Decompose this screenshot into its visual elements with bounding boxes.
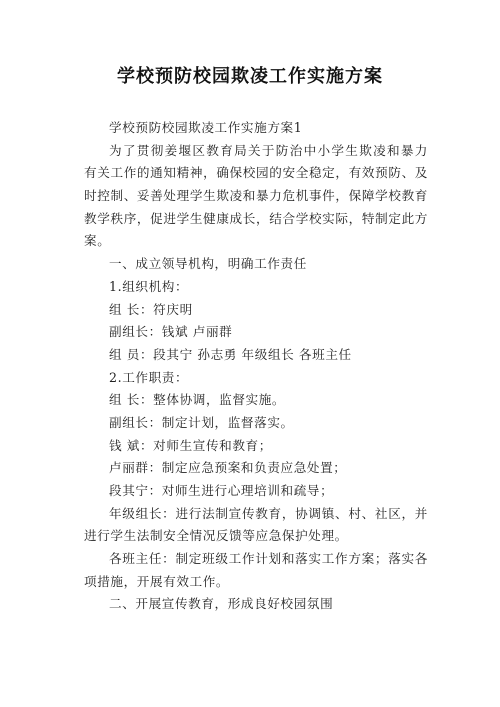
paragraph-line: 段其宁：对师生进行心理培训和疏导；	[109, 483, 334, 498]
section-heading: 二、开展宣传教育，形成良好校园氛围	[109, 596, 334, 612]
paragraph-line: 项措施，开展有效工作。	[84, 573, 230, 589]
paragraph-line: 时控制、妥善处理学生欺凌和暴力危机事件，保障学校教育	[84, 188, 428, 204]
paragraph-line: 为了贯彻姜堰区教育局关于防治中小学生欺凌和暴力	[109, 142, 428, 158]
paragraph-line: 组 长：符庆明	[109, 301, 193, 317]
subtitle-line: 学校预防校园欺凌工作实施方案1	[109, 120, 303, 135]
paragraph-line: 组 员：段其宁 孙志勇 年级组长 各班主任	[109, 346, 352, 362]
section-heading: 一、成立领导机构，明确工作责任	[109, 256, 307, 272]
subsection-heading: 1.组织机构：	[109, 278, 189, 294]
paragraph-line: 组 长：整体协调，监督实施。	[109, 392, 286, 408]
paragraph-line: 卢丽群：制定应急预案和负责应急处置；	[109, 460, 347, 476]
paragraph-line: 各班主任：制定班级工作计划和落实工作方案；落实各	[109, 551, 428, 567]
paragraph-line: 教学秩序，促进学生健康成长，结合学校实际，特制定此方	[84, 210, 428, 226]
paragraph-line: 进行学生法制安全情况反馈等应急保护处理。	[84, 528, 348, 544]
paragraph-line: 钱 斌：对师生宣传和教育；	[109, 437, 272, 453]
paragraph-line: 年级组长：进行法制宣传教育，协调镇、村、社区，并	[109, 505, 428, 521]
paragraph-line: 案。	[84, 233, 111, 249]
paragraph-line: 有关工作的通知精神，确保校园的安全稳定，有效预防、及	[84, 165, 428, 181]
document-body	[84, 117, 428, 616]
paragraph-line: 副组长：制定计划，监督落实。	[109, 414, 294, 430]
subsection-heading: 2.工作职责：	[109, 369, 189, 385]
paragraph-line: 副组长：钱斌 卢丽群	[109, 324, 233, 340]
document-title: 学校预防校园欺凌工作实施方案	[117, 66, 383, 87]
